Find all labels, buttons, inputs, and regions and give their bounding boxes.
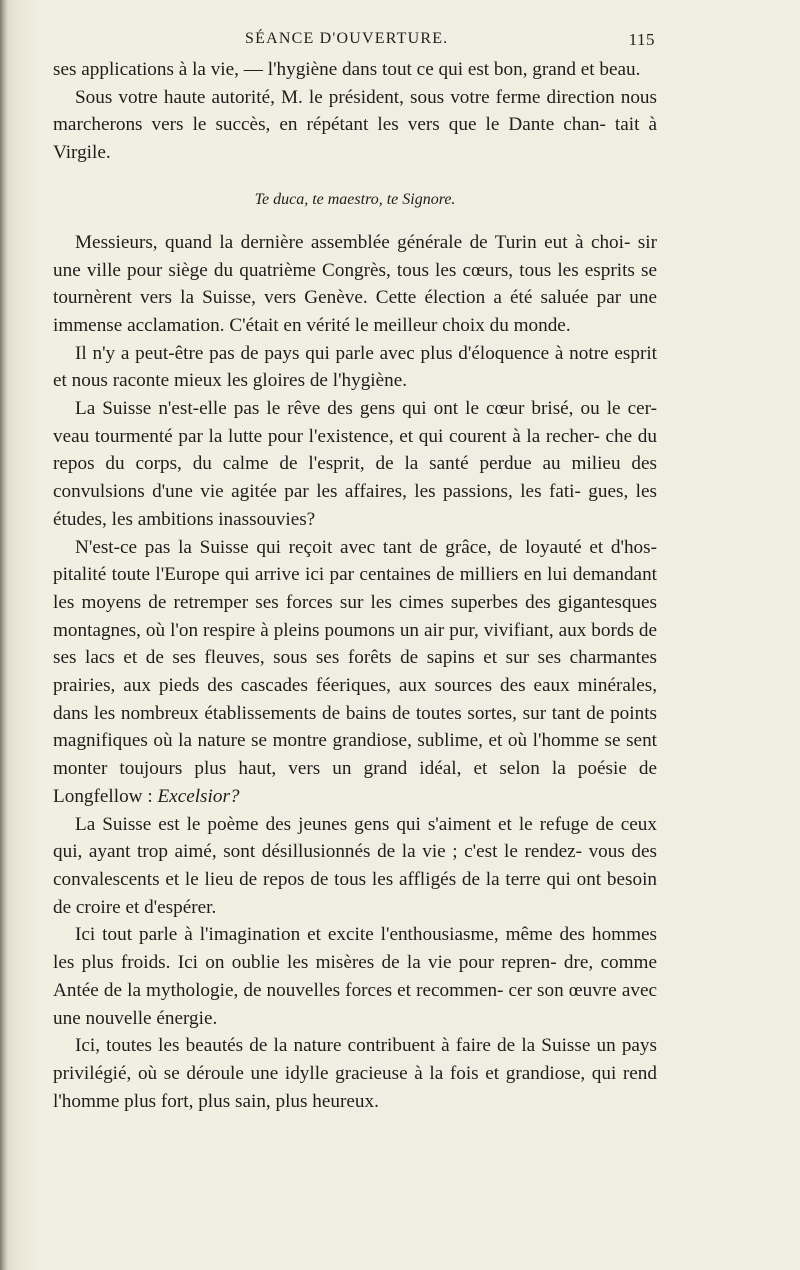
page-number: 115 xyxy=(628,30,655,49)
paragraph-6-text: N'est-ce pas la Suisse qui reçoit avec tant de grâce, de loyauté et d'hos- pitalité toute l'Europe qui arrive ici par centaines de milliers en lui demandant les moyens de retremper ses forces sur les cimes superbes des gigantesques montagnes, où l'on respire à pleins poumons un air pur, vivifiant, aux bords de ses lacs et de ses fleuves, sous ses forêts de sapins et sur ses charmantes prairies, aux pieds des cascades féeriques, aux sources des eaux minérales, dans les nombreux établissements de bains de toutes sortes, sur tant de points magnifiques où la nature se montre grandiose, sublime, et où l'homme se sent monter toujours plus haut, vers un grand idéal, et selon la poésie de Longfellow : xyxy=(53,536,657,807)
paragraph-6 xyxy=(53,534,657,811)
paragraph-1: ses applications à la vie, — l'hygiène dans tout ce qui est bon, grand et beau. xyxy=(53,59,641,80)
paragraph-5: La Suisse n'est-elle pas le rêve des gens qui ont le cœur brisé, ou le cer- veau tourmenté par la lutte pour l'existence, et qui courent à la recher- che du repos du corps, du calme de l'esprit, de la santé perdue au milieu des convulsions d'une vie agitée par les affaires, les passions, les fati- gues, les études, les ambitions inassouvies? xyxy=(53,398,657,530)
paragraph-4: Il n'y a peut-être pas de pays qui parle avec plus d'éloquence à notre esprit et nous raconte mieux les gloires de l'hygiène. xyxy=(53,342,657,392)
running-title: SÉANCE D'OUVERTURE. xyxy=(245,30,449,47)
paragraph-9: Ici, toutes les beautés de la nature contribuent à faire de la Suisse un pays privilégié, où se déroule une idylle gracieuse à la fois et grandiose, qui rend l'homme plus fort, plus sain, plus heureux. xyxy=(53,1035,657,1112)
paragraph-7: La Suisse est le poème des jeunes gens qui s'aiment et le refuge de ceux qui, ayant trop aimé, sont désillusionnés de la vie ; c'est le rendez- vous des convalescents et le lieu de repos de tous les affligés de la terre qui ont besoin de croire et d'espérer. xyxy=(53,813,657,918)
paragraph-2: Sous votre haute autorité, M. le président, sous votre ferme direction nous marcherons vers le succès, en répétant les vers que le Dante chan- tait à Virgile. xyxy=(53,86,657,164)
running-header xyxy=(50,30,655,54)
paragraph-8: Ici tout parle à l'imagination et excite l'enthousiasme, même des hommes les plus froids. Ici on oublie les misères de la vie pour repren- dre, comme Antée de la mythologie, de nouvelles forces et recommen- cer son œuvre avec une nouvelle énergie. xyxy=(53,924,657,1029)
italian-quote: Te duca, te maestro, te Signore. xyxy=(254,190,456,208)
book-spine-shadow xyxy=(0,0,8,1270)
paragraph-3: Messieurs, quand la dernière assemblée générale de Turin eut à choi- sir une ville pour siège du quatrième Congrès, tous les cœurs, tous les esprits se tournèrent vers la Suisse, vers Genève. Cette élection a été saluée par une immense acclamation. C'était en vérité le meilleur choix du monde. xyxy=(53,231,657,336)
excelsior-italic: Excelsior? xyxy=(157,785,240,807)
body-text xyxy=(53,56,657,1115)
